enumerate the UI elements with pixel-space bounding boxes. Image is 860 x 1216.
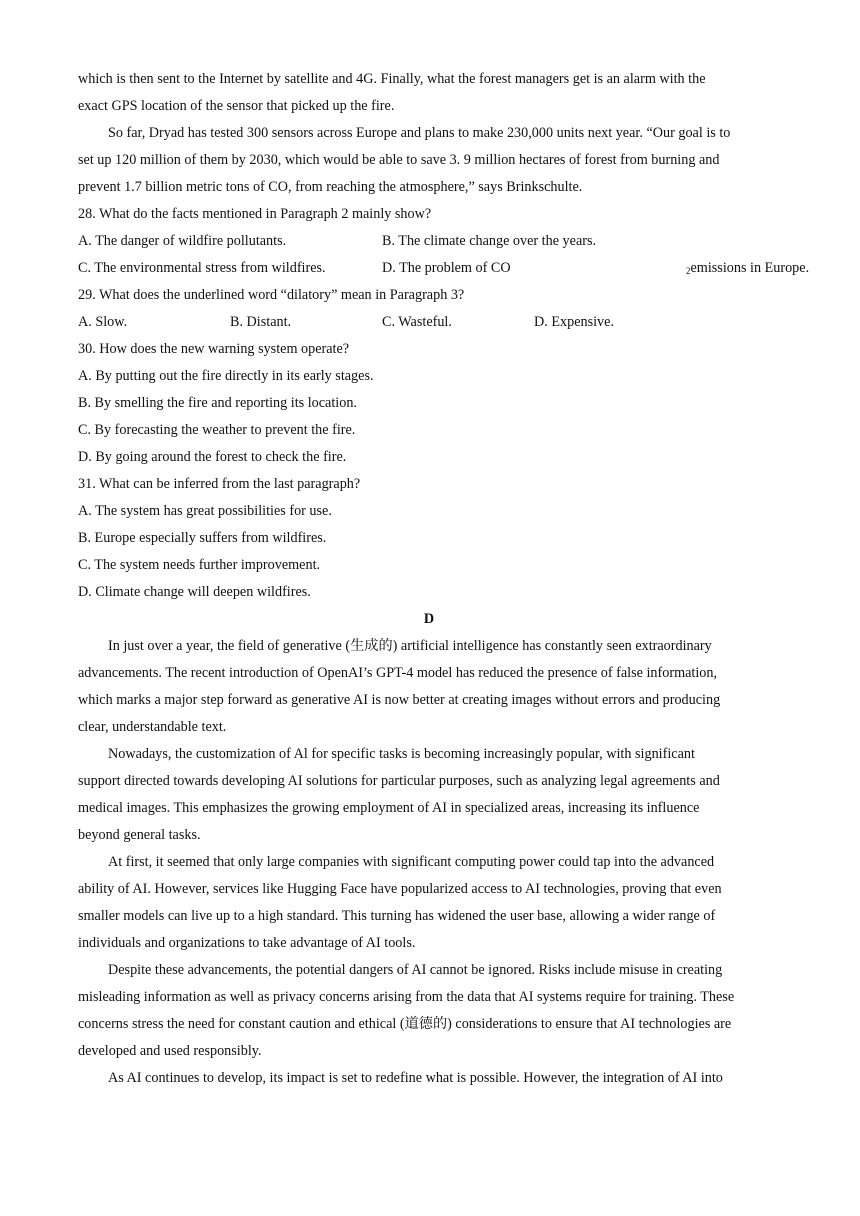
option-d	[382, 255, 810, 282]
text-line: As AI continues to develop, its impact is set to redefine what is possible. However, the integration of AI into	[108, 1070, 723, 1086]
text-line: advancements. The recent introduction of OpenAI’s GPT-4 model has reduced the presence of false information,	[78, 665, 718, 681]
section-title: D	[423, 611, 435, 627]
option-c: C. The system needs further improvement.	[78, 557, 321, 573]
option-d: D. Expensive.	[534, 314, 614, 330]
passage-d-paragraph-1	[78, 633, 780, 741]
text-line: developed and used responsibly.	[78, 1043, 262, 1059]
option-b: B. By smelling the fire and reporting its location.	[78, 395, 357, 411]
text-line: concerns stress the need for constant caution and ethical (道德的) considerations to ensure that AI technologies are	[78, 1016, 732, 1032]
option-a: A. Slow.	[78, 314, 128, 330]
question-30	[78, 336, 780, 471]
text-line: ability of AI. However, services like Hugging Face have popularized access to AI technologies, proving that even	[78, 881, 722, 897]
text-line: Nowadays, the customization of Al for specific tasks is becoming increasingly popular, with significant	[108, 746, 695, 762]
passage-d-paragraph-3	[78, 849, 780, 957]
option-c: C. The environmental stress from wildfires.	[78, 260, 326, 276]
text-line: So far, Dryad has tested 300 sensors across Europe and plans to make 230,000 units next year. “Our goal is to	[108, 125, 731, 141]
option-b: B. The climate change over the years.	[382, 233, 597, 249]
passage-d-paragraph-2	[78, 741, 780, 849]
text-line: exact GPS location of the sensor that picked up the fire.	[78, 98, 395, 114]
text-line: prevent 1.7 billion metric tons of CO, from reaching the atmosphere,” says Brinkschulte.	[78, 179, 583, 195]
subscript: 2	[686, 266, 691, 276]
option-d: D. By going around the forest to check the fire.	[78, 449, 347, 465]
text-line: set up 120 million of them by 2030, which would be able to save 3. 9 million hectares of forest from burning and	[78, 152, 720, 168]
text-line: which is then sent to the Internet by satellite and 4G. Finally, what the forest managers get is an alarm with the	[78, 71, 706, 87]
passage-c-paragraph-1	[78, 66, 780, 120]
option-d-suffix: emissions in Europe.	[690, 260, 810, 276]
text-line: Despite these advancements, the potential dangers of AI cannot be ignored. Risks include misuse in creating	[108, 962, 723, 978]
option-a: A. The system has great possibilities for use.	[78, 503, 332, 519]
text-line: smaller models can live up to a high standard. This turning has widened the user base, allowing a wider range of	[78, 908, 716, 924]
option-c: C. By forecasting the weather to prevent the fire.	[78, 422, 356, 438]
question-31	[78, 471, 780, 606]
option-b: B. Distant.	[230, 314, 292, 330]
text-line: In just over a year, the field of generative (生成的) artificial intelligence has constantly seen extraordinary	[108, 638, 712, 654]
text-line: medical images. This emphasizes the growing employment of AI in specialized areas, increasing its influence	[78, 800, 700, 816]
passage-d-paragraph-4	[78, 957, 780, 1065]
question-stem: 30. How does the new warning system operate?	[78, 341, 350, 357]
options-row	[78, 255, 810, 282]
question-28	[78, 201, 810, 282]
options-row	[78, 309, 780, 336]
text-line: At first, it seemed that only large companies with significant computing power could tap into the advanced	[108, 854, 715, 870]
passage-d-paragraph-5	[78, 1065, 780, 1092]
option-a: A. By putting out the fire directly in its early stages.	[78, 368, 374, 384]
option-a: A. The danger of wildfire pollutants.	[78, 233, 287, 249]
question-29	[78, 282, 780, 336]
text-line: misleading information as well as privacy concerns arising from the data that AI systems require for training. These	[78, 989, 735, 1005]
passage-c-paragraph-2	[78, 120, 780, 201]
option-b: B. Europe especially suffers from wildfires.	[78, 530, 327, 546]
text-line: support directed towards developing AI solutions for particular purposes, such as analyzing legal agreements and	[78, 773, 720, 789]
option-d: D. Climate change will deepen wildfires.	[78, 584, 311, 600]
text-line: beyond general tasks.	[78, 827, 201, 843]
question-stem: 28. What do the facts mentioned in Paragraph 2 mainly show?	[78, 206, 432, 222]
text-line: individuals and organizations to take advantage of AI tools.	[78, 935, 416, 951]
text-line: clear, understandable text.	[78, 719, 227, 735]
options-row	[78, 228, 780, 255]
question-stem: 29. What does the underlined word “dilatory” mean in Paragraph 3?	[78, 287, 465, 303]
text-line: which marks a major step forward as generative AI is now better at creating images without errors and producing	[78, 692, 721, 708]
option-d-prefix: D. The problem of CO	[382, 260, 511, 276]
option-c: C. Wasteful.	[382, 314, 452, 330]
question-stem: 31. What can be inferred from the last paragraph?	[78, 476, 361, 492]
